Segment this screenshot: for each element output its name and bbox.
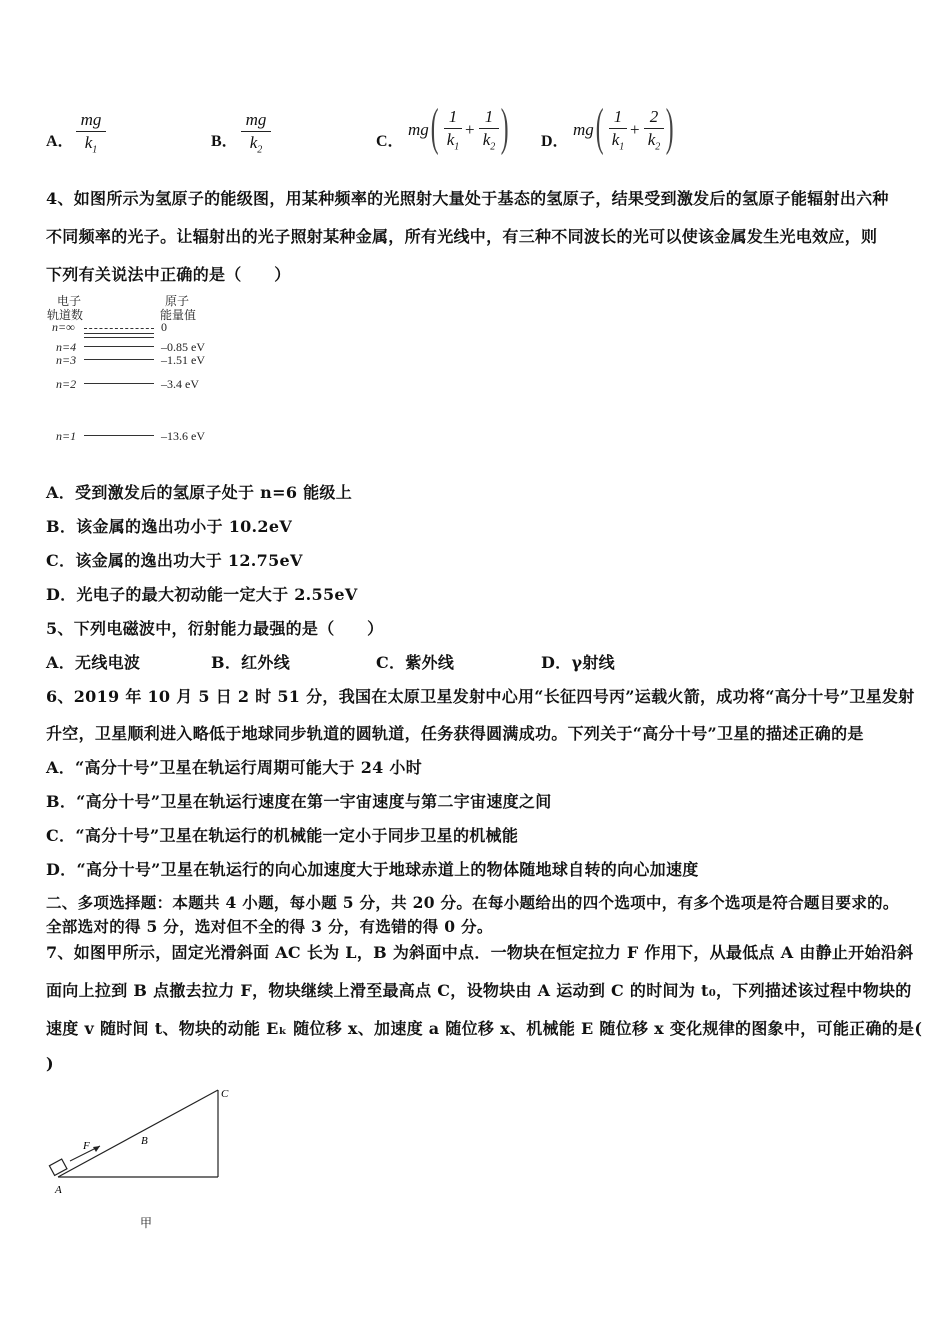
level-n4-line (84, 346, 154, 347)
q4-option-c: C．该金属的逸出功大于 12.75eV (46, 551, 303, 570)
q3-option-d-fraction-2: 2 $k_2$ (644, 107, 664, 152)
q6-option-c: C．“高分十号”卫星在轨运行的机械能一定小于同步卫星的机械能 (46, 826, 519, 845)
q3-option-c-fraction-2: 1 $k_2$ (479, 107, 499, 152)
q5-option-a: A．无线电波 (46, 653, 141, 672)
q7-stem-line-1: 7、如图甲所示，固定光滑斜面 AC 长为 L，B 为斜面中点．一物块在恒定拉力 F 作用下，从最低点 A 由静止开始沿斜 (46, 943, 914, 962)
q5-option-d: D．γ射线 (541, 653, 615, 672)
label-a: A (55, 1184, 62, 1196)
q3-option-c-plus: + (465, 120, 475, 139)
diagram-energy-header-1: 原子 (165, 294, 190, 308)
q5-stem: 5、下列电磁波中，衍射能力最强的是（ ） (46, 619, 384, 638)
q6-stem-line-1: 6、2019 年 10 月 5 日 2 时 51 分，我国在太原卫星发射中心用“长征四号丙”运载火箭，成功将“高分十号”卫星发射 (46, 687, 915, 706)
q6-option-a: A．“高分十号”卫星在轨运行周期可能大于 24 小时 (46, 758, 423, 777)
q3-option-d-left-paren: ( (595, 99, 604, 156)
q4-stem-line-3: 下列有关说法中正确的是（ ） (46, 265, 291, 284)
section-2-header-line-1: 二、多项选择题：本题共 4 小题，每小题 5 分，共 20 分。在每小题给出的四个选项中，有多个选项是符合题目要求的。 (46, 893, 899, 912)
level-n5-line (84, 333, 154, 334)
level-n-inf-label: n=∞ (52, 320, 75, 334)
level-n4-value: –0.85 eV (161, 340, 205, 354)
label-c: C (221, 1088, 229, 1100)
level-n3-line (84, 359, 154, 360)
figure-caption: 甲 (140, 1216, 153, 1230)
q3-option-d-fraction-1: 1 $k_1$ (609, 107, 627, 152)
q3-option-c-prefix: mg (408, 120, 429, 139)
q3-option-c-left-paren: ( (430, 99, 439, 156)
section-2-header-line-2: 全部选对的得 5 分，选对但不全的得 3 分，有选错的得 0 分。 (46, 917, 493, 936)
level-n3-value: –1.51 eV (161, 353, 205, 367)
q3-option-d-label: D． (541, 133, 569, 150)
q3-option-a-label: A． (46, 133, 74, 150)
q5-option-b: B．红外线 (211, 653, 291, 672)
q4-option-d: D．光电子的最大初动能一定大于 2.55eV (46, 585, 358, 604)
diagram-energy-header-2: 能量值 (160, 308, 197, 322)
diagram-electron-header-1: 电子 (57, 294, 82, 308)
q7-stem-line-3: 速度 v 随时间 t、物块的动能 Eₖ 随位移 x、加速度 a 随位移 x、机械能 E 随位移 x 变化规律的图象中，可能正确的是( (46, 1019, 923, 1038)
level-n-inf-line (84, 328, 154, 329)
q3-option-b-fraction: mg $k_2$ (241, 110, 271, 155)
q3-option-c-right-paren: ) (500, 99, 509, 156)
q5-option-c: C．紫外线 (376, 653, 455, 672)
level-n6-line (84, 337, 154, 338)
q3-option-a-fraction: mg $k_1$ (76, 110, 106, 155)
incline-slope-line (58, 1090, 218, 1177)
q4-stem-line-1: 4、如图所示为氢原子的能级图，用某种频率的光照射大量处于基态的氢原子，结果受到激发后的氢原子能辐射出六种 (46, 189, 889, 208)
level-n1-line (84, 435, 154, 436)
level-n1-value: –13.6 eV (161, 429, 205, 443)
q6-option-d: D．“高分十号”卫星在轨运行的向心加速度大于地球赤道上的物体随地球自转的向心加速度 (46, 860, 699, 879)
q6-option-b: B．“高分十号”卫星在轨运行速度在第一宇宙速度与第二宇宙速度之间 (46, 792, 552, 811)
level-n4-label: n=4 (56, 340, 77, 354)
q7-stem-line-4: ) (46, 1054, 54, 1073)
q4-option-b: B．该金属的逸出功小于 10.2eV (46, 517, 293, 536)
q3-option-d-prefix: mg (573, 120, 594, 139)
q3-option-d-plus: + (630, 120, 640, 139)
level-n-inf-value: 0 (161, 320, 167, 334)
q7-stem-line-2: 面向上拉到 B 点撤去拉力 F，物块继续上滑至最高点 C，设物块由 A 运动到 C 的时间为 t₀，下列描述该过程中物块的 (46, 981, 912, 1000)
level-n2-line (84, 383, 154, 384)
label-b: B (141, 1135, 148, 1147)
level-n1-label: n=1 (56, 429, 77, 443)
q4-option-a: A．受到激发后的氢原子处于 n=6 能级上 (46, 483, 353, 502)
level-n2-label: n=2 (56, 377, 77, 391)
q6-stem-line-2: 升空，卫星顺利进入略低于地球同步轨道的圆轨道，任务获得圆满成功。下列关于“高分十号”卫星的描述正确的是 (46, 724, 864, 743)
diagram-electron-header-2: 轨道数 (47, 308, 84, 322)
q3-option-c-label: C． (376, 133, 404, 150)
level-n2-value: –3.4 eV (161, 377, 199, 391)
q4-stem-line-2: 不同频率的光子。让辐射出的光子照射某种金属，所有光线中，有三种不同波长的光可以使该金属发生光电效应，则 (46, 227, 878, 246)
level-n3-label: n=3 (56, 353, 77, 367)
q3-option-c-fraction-1: 1 $k_1$ (444, 107, 462, 152)
label-f: F (83, 1140, 90, 1152)
q3-option-b-label: B． (211, 133, 238, 150)
q3-option-d-right-paren: ) (665, 99, 674, 156)
